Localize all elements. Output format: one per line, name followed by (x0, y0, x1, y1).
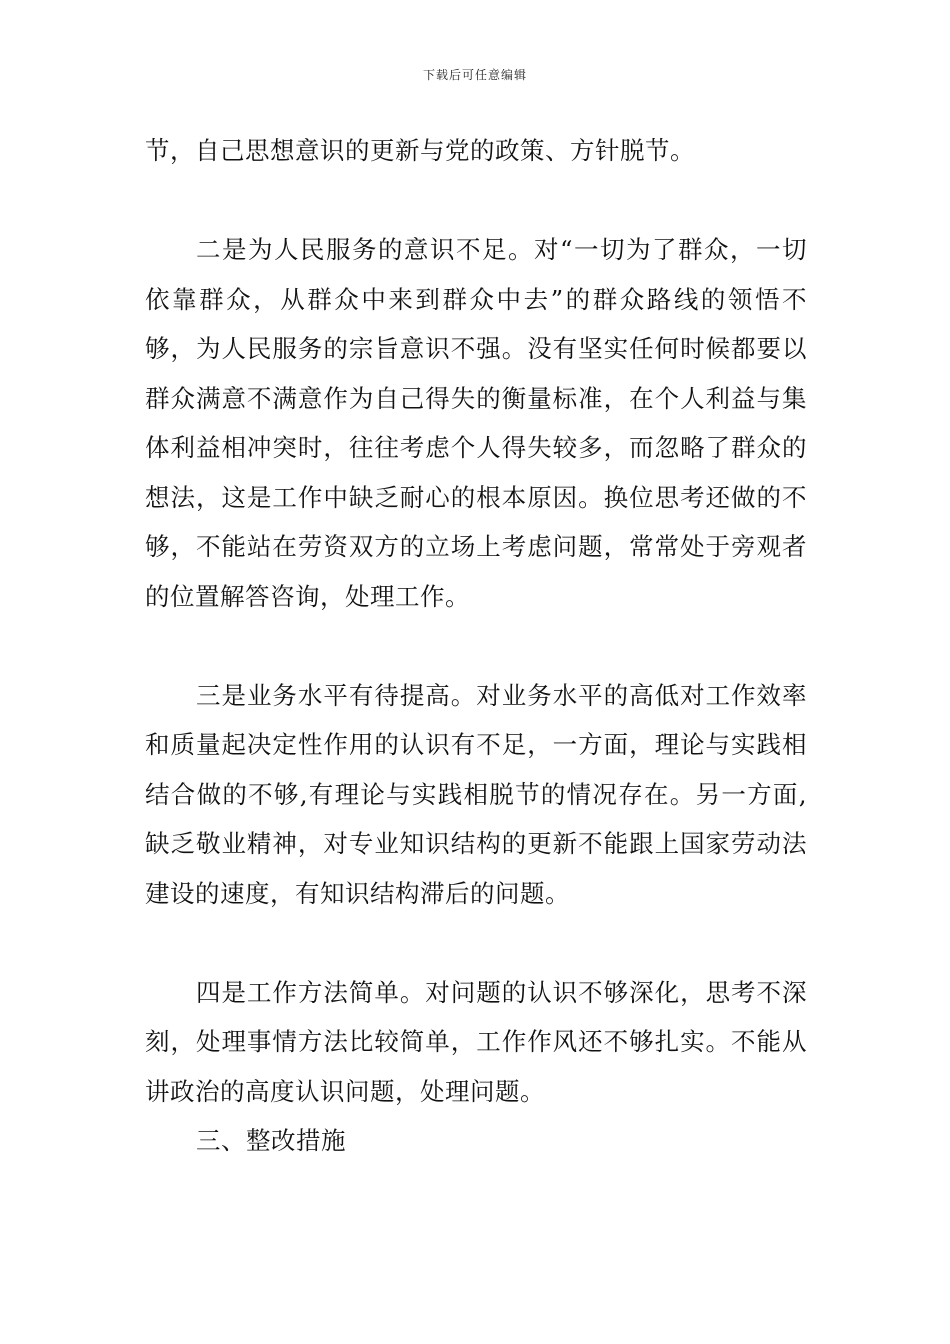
paragraph-continuation: 节，自己思想意识的更新与党的政策、方针脱节。 (145, 136, 695, 165)
paragraph-work-method: 四是工作方法简单。对问题的认识不够深化，思考不深刻，处理事情方法比较简单，工作作风还不够扎实。不能从讲政治的高度认识问题，处理问题。 (145, 977, 807, 1106)
section-heading: 三、整改措施 (196, 1126, 346, 1155)
paragraph-service-awareness: 二是为人民服务的意识不足。对“一切为了群众，一切依靠群众，从群众中来到群众中去”的群众路线的领悟不够，为人民服务的宗旨意识不强。没有坚实任何时候都要以群众满意不满意作为自己得失的衡量标准，在个人利益与集体利益相冲突时，往往考虑个人得失较多，而忽略了群众的想法，这是工作中缺乏耐心的根本原因。换位思考还做的不够，不能站在劳资双方的立场上考虑问题，常常处于旁观者的位置解答咨询，处理工作。 (145, 235, 807, 611)
page-header-note: 下载后可任意编辑 (422, 68, 527, 82)
paragraph-business-level: 三是业务水平有待提高。对业务水平的高低对工作效率和质量起决定性作用的认识有不足，一方面，理论与实践相结合做的不够,有理论与实践相脱节的情况存在。另一方面,缺乏敬业精神，对专业知识结构的更新不能跟上国家劳动法建设的速度，有知识结构滞后的问题。 (145, 680, 807, 908)
document-body (145, 126, 807, 1166)
